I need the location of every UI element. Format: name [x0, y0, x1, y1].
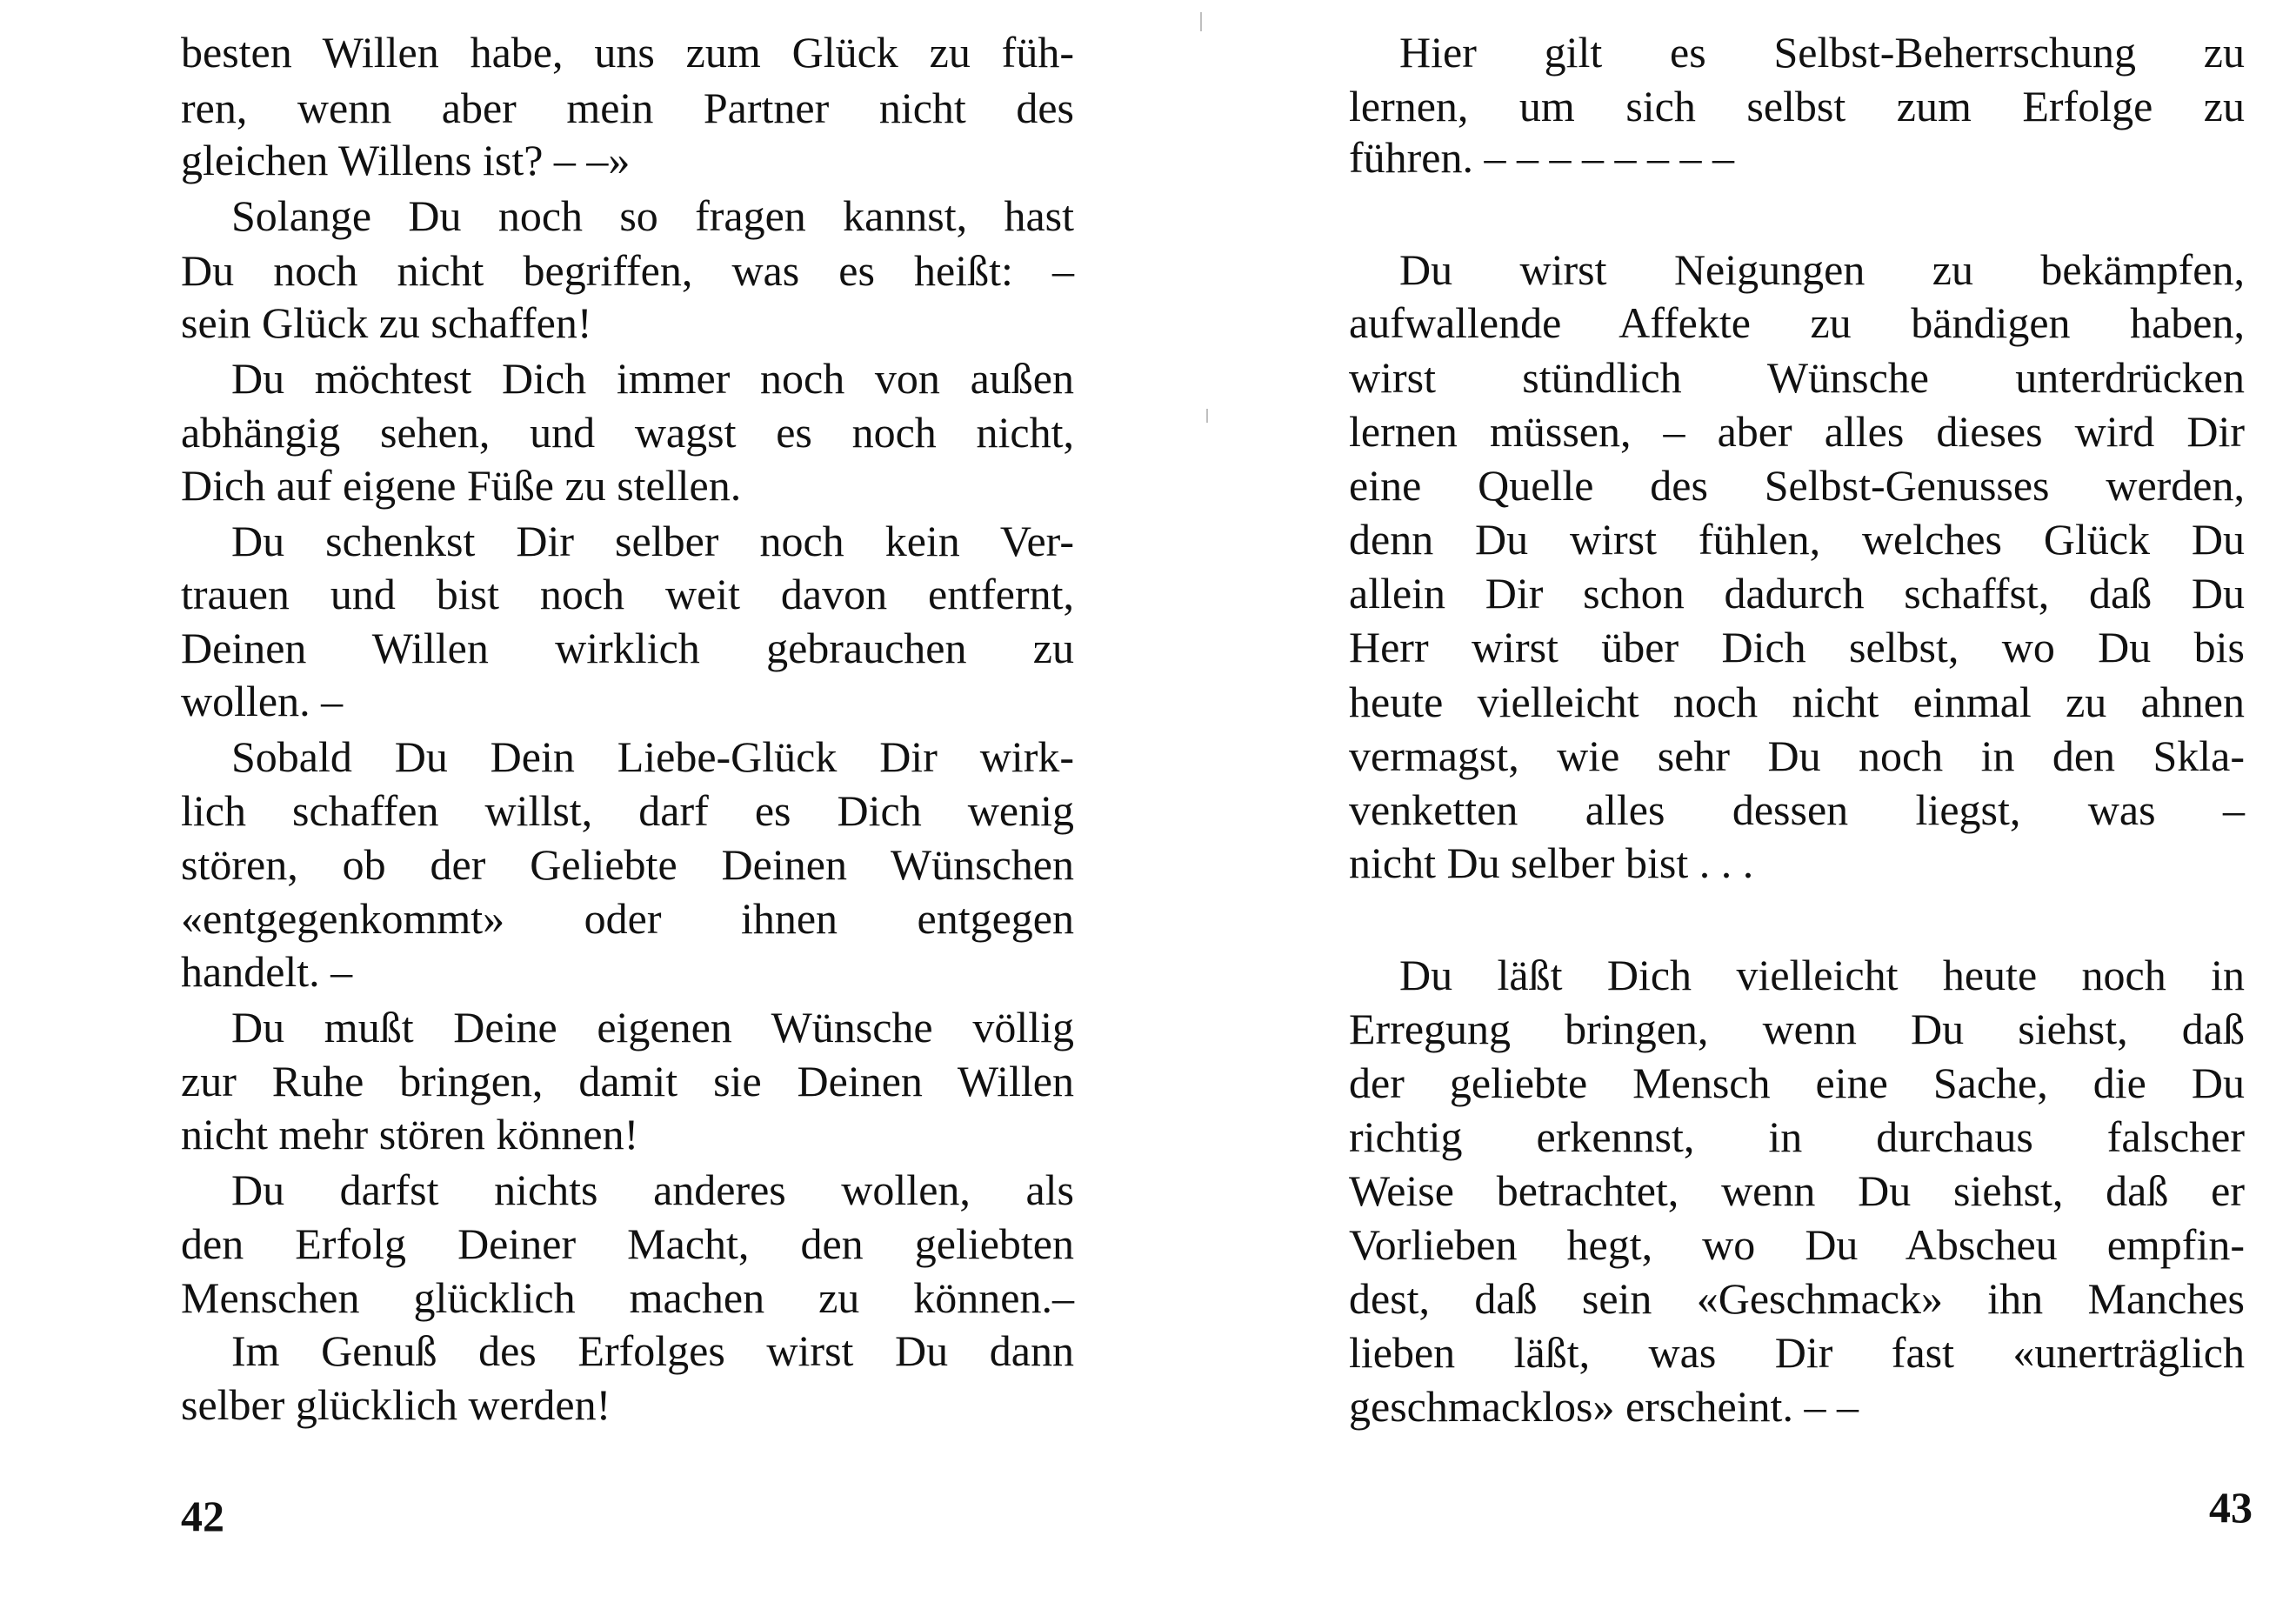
- text-line: den Erfolg Deiner Macht, den geliebten: [181, 1219, 1074, 1268]
- text-line: nicht mehr stören können!: [181, 1110, 639, 1158]
- text-line: eine Quelle des Selbst-Genusses werden,: [1349, 461, 2245, 510]
- text-line: der geliebte Mensch eine Sache, die Du: [1349, 1058, 2245, 1107]
- text-line: Du noch nicht begriffen, was es heißt: –: [181, 246, 1074, 295]
- text-line: allein Dir schon dadurch schaffst, daß Du: [1349, 569, 2245, 618]
- text-line: Solange Du noch so fragen kannst, hast: [231, 191, 1074, 240]
- text-line: Herr wirst über Dich selbst, wo Du bis: [1349, 623, 2245, 671]
- text-line: Du schenkst Dir selber noch kein Ver-: [231, 517, 1074, 565]
- text-line: richtig erkennst, in durchaus falscher: [1349, 1112, 2245, 1161]
- text-line: Im Genuß des Erfolges wirst Du dann: [231, 1326, 1074, 1375]
- text-line: stören, ob der Geliebte Deinen Wünschen: [181, 840, 1074, 889]
- text-line: Vorlieben hegt, wo Du Abscheu empfin-: [1349, 1220, 2245, 1269]
- text-line: heute vielleicht noch nicht einmal zu ahnen: [1349, 678, 2245, 726]
- text-line: zur Ruhe bringen, damit sie Deinen Willen: [181, 1057, 1074, 1105]
- text-line: wirst stündlich Wünsche unterdrücken: [1349, 353, 2245, 402]
- text-line: handelt. –: [181, 947, 353, 996]
- text-line: ren, wenn aber mein Partner nicht des: [181, 83, 1074, 132]
- text-line: gleichen Willens ist? – –»: [181, 136, 631, 184]
- text-line: abhängig sehen, und wagst es noch nicht,: [181, 408, 1074, 457]
- text-line: wollen. –: [181, 677, 344, 725]
- text-line: Du möchtest Dich immer noch von außen: [231, 354, 1074, 403]
- text-line: Menschen glücklich machen zu können.–: [181, 1273, 1074, 1322]
- text-line: sein Glück zu schaffen!: [181, 298, 592, 347]
- text-line: vermagst, wie sehr Du noch in den Skla-: [1349, 731, 2245, 780]
- text-line: Du darfst nichts anderes wollen, als: [231, 1165, 1074, 1214]
- text-line: besten Willen habe, uns zum Glück zu füh-: [181, 28, 1074, 77]
- gutter-mark: [1206, 409, 1208, 423]
- page-number-right: 43: [2209, 1483, 2253, 1532]
- text-line: «entgegenkommt» oder ihnen entgegen: [181, 894, 1074, 943]
- text-line: Deinen Willen wirklich gebrauchen zu: [181, 624, 1074, 672]
- text-line: geschmacklos» erscheint. – –: [1349, 1382, 1859, 1431]
- page-number-left: 42: [181, 1492, 224, 1540]
- text-line: Hier gilt es Selbst-Beherrschung zu: [1399, 28, 2245, 77]
- text-line: Erregung bringen, wenn Du siehst, daß: [1349, 1005, 2245, 1053]
- text-line: lernen, um sich selbst zum Erfolge zu: [1349, 82, 2245, 130]
- text-line: trauen und bist noch weit davon entfernt,: [181, 570, 1074, 618]
- text-line: lernen müssen, – aber alles dieses wird Dir: [1349, 407, 2245, 456]
- text-line: denn Du wirst fühlen, welches Glück Du: [1349, 515, 2245, 564]
- text-line: lieben läßt, was Dir fast «unerträglich: [1349, 1328, 2245, 1377]
- text-line: dest, daß sein «Geschmack» ihn Manches: [1349, 1274, 2245, 1323]
- text-line: Du läßt Dich vielleicht heute noch in: [1399, 951, 2245, 999]
- text-line: venketten alles dessen liegst, was –: [1349, 785, 2245, 834]
- text-line: Du wirst Neigungen zu bekämpfen,: [1399, 245, 2245, 294]
- text-line: lich schaffen willst, darf es Dich wenig: [181, 786, 1074, 835]
- gutter-mark: [1200, 12, 1202, 31]
- text-line: Sobald Du Dein Liebe-Glück Dir wirk-: [231, 732, 1074, 781]
- text-line: Weise betrachtet, wenn Du siehst, daß er: [1349, 1166, 2245, 1215]
- text-line: nicht Du selber bist . . .: [1349, 838, 1754, 887]
- text-line: aufwallende Affekte zu bändigen haben,: [1349, 298, 2245, 347]
- text-line: führen. – – – – – – – –: [1349, 133, 1734, 182]
- text-line: Du mußt Deine eigenen Wünsche völlig: [231, 1003, 1074, 1052]
- text-line: selber glücklich werden!: [181, 1380, 611, 1429]
- text-line: Dich auf eigene Füße zu stellen.: [181, 461, 742, 510]
